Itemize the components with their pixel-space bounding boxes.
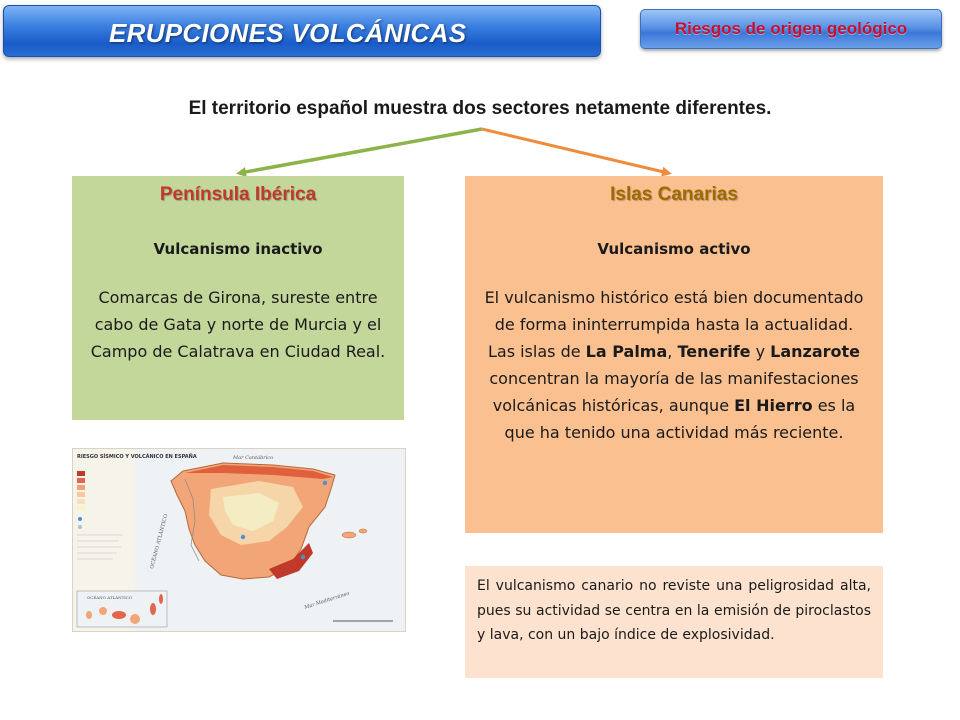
canarias-status: Vulcanismo activo — [597, 240, 751, 258]
island-la-palma: La Palma — [585, 342, 668, 361]
spain-map-illustration — [73, 449, 405, 631]
canarias-danger-note: El vulcanismo canario no reviste una peligrosidad alta, pues su actividad se centra en la emisión de piroclastos y lava, con un bajo índice de explosividad. — [465, 566, 883, 678]
canarias-p1: El vulcanismo histórico está bien documentado de forma ininterrumpida hasta la actualidad. — [484, 288, 864, 334]
canarias-p2-text: y — [750, 342, 771, 361]
arrow-to-canarias — [482, 129, 668, 173]
canarias-box — [465, 176, 883, 533]
canarias-p2-text: , — [667, 342, 678, 361]
canarias-body — [477, 284, 871, 446]
map-label-ocean-canarias: OCÉANO ATLÁNTICO — [87, 595, 133, 600]
page-title: ERUPCIONES VOLCÁNICAS — [109, 18, 467, 48]
title-bar — [3, 5, 601, 57]
island-lanzarote: Lanzarote — [770, 342, 861, 361]
canarias-p2-text: Las islas de — [487, 342, 586, 361]
peninsula-status: Vulcanismo inactivo — [153, 240, 323, 258]
topic-badge — [640, 9, 942, 49]
map-label-sea-north: Mar Cantábrico — [233, 455, 274, 461]
canarias-p2-text: concentran la mayoría de las manifestaciones volcánicas históricas, aunque — [489, 369, 859, 415]
island-tenerife: Tenerife — [677, 342, 751, 361]
map-label-sea-med: Mar Mediterráneo — [303, 590, 351, 611]
peninsula-body: Comarcas de Girona, sureste entre cabo de Gata y norte de Murcia y el Campo de Calatrava en Ciudad Real. — [90, 288, 386, 361]
map-label-ocean: OCÉANO ATLÁNTICO — [149, 513, 170, 570]
canarias-heading: Islas Canarias — [610, 184, 738, 205]
intro-statement: El territorio español muestra dos sectores netamente diferentes. — [188, 98, 772, 119]
map-legend-title: RIESGO SÍSMICO Y VOLCÁNICO EN ESPAÑA — [77, 454, 197, 460]
island-el-hierro: El Hierro — [734, 396, 813, 415]
canarias-p2-text: es la que ha tenido una actividad más reciente. — [504, 396, 856, 442]
arrow-to-peninsula — [240, 129, 482, 173]
risk-map-image — [72, 448, 406, 632]
peninsula-box — [72, 176, 404, 420]
peninsula-heading: Península Ibérica — [159, 184, 317, 205]
topic-badge-label: Riesgos de origen geológico — [674, 19, 908, 38]
